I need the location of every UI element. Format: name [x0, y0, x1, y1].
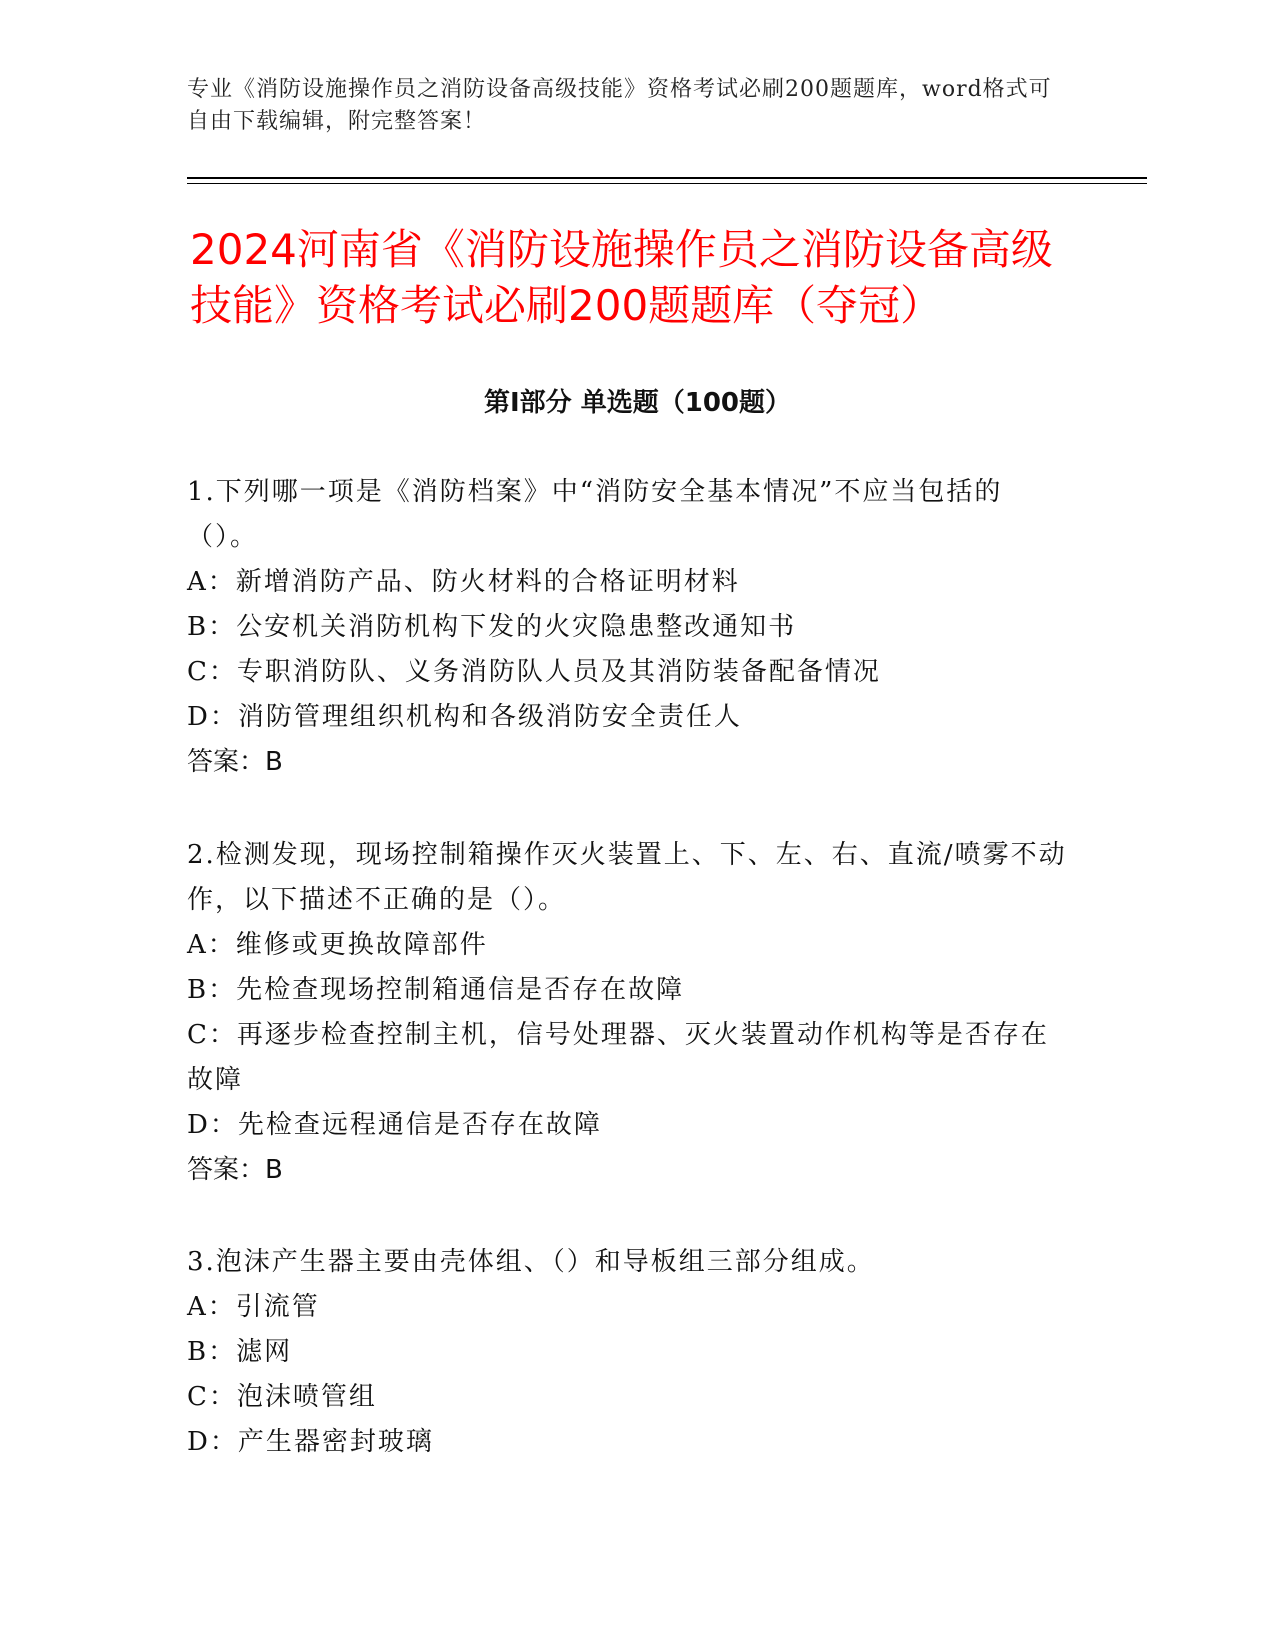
- header-divider-thick: [187, 177, 1147, 179]
- document-title: 2024河南省《消防设施操作员之消防设备高级技能》资格考试必刷200题题库（夺冠）: [190, 225, 1053, 330]
- question-stem: 3.泡沫产生器主要由壳体组、（）和导板组三部分组成。: [187, 1247, 875, 1277]
- option-b: B：公安机关消防机构下发的火灾隐患整改通知书: [187, 612, 797, 642]
- option-a: A：引流管: [187, 1292, 320, 1322]
- question-stem: 1.下列哪一项是《消防档案》中“消防安全基本情况”不应当包括的（）。: [187, 477, 1003, 552]
- header-note: 专业《消防设施操作员之消防设备高级技能》资格考试必刷200题题库，word格式可自由下载编辑，附完整答案！: [187, 77, 1052, 134]
- option-c: C：泡沫喷管组: [187, 1382, 377, 1412]
- option-a: A：维修或更换故障部件: [187, 930, 488, 960]
- option-c: C：再逐步检查控制主机，信号处理器、灭火装置动作机构等是否存在故障: [187, 1020, 1049, 1095]
- header-divider-thin: [187, 183, 1147, 184]
- option-d: D：产生器密封玻璃: [187, 1427, 434, 1457]
- question-2: [187, 833, 1067, 1193]
- option-c: C：专职消防队、义务消防队人员及其消防装备配备情况: [187, 657, 881, 687]
- question-stem: 2.检测发现，现场控制箱操作灭火装置上、下、左、右、直流/喷雾不动作，以下描述不正确的是（）。: [187, 840, 1067, 915]
- answer: 答案：B: [187, 1155, 283, 1185]
- answer: 答案：B: [187, 747, 283, 777]
- option-a: A：新增消防产品、防火材料的合格证明材料: [187, 567, 740, 597]
- option-b: B：滤网: [187, 1337, 293, 1367]
- question-1: [187, 470, 1067, 785]
- option-d: D：消防管理组织机构和各级消防安全责任人: [187, 702, 742, 732]
- option-b: B：先检查现场控制箱通信是否存在故障: [187, 975, 685, 1005]
- option-d: D：先检查远程通信是否存在故障: [187, 1110, 602, 1140]
- question-3: [187, 1240, 1067, 1465]
- section-heading: 第I部分 单选题（100题）: [484, 388, 791, 418]
